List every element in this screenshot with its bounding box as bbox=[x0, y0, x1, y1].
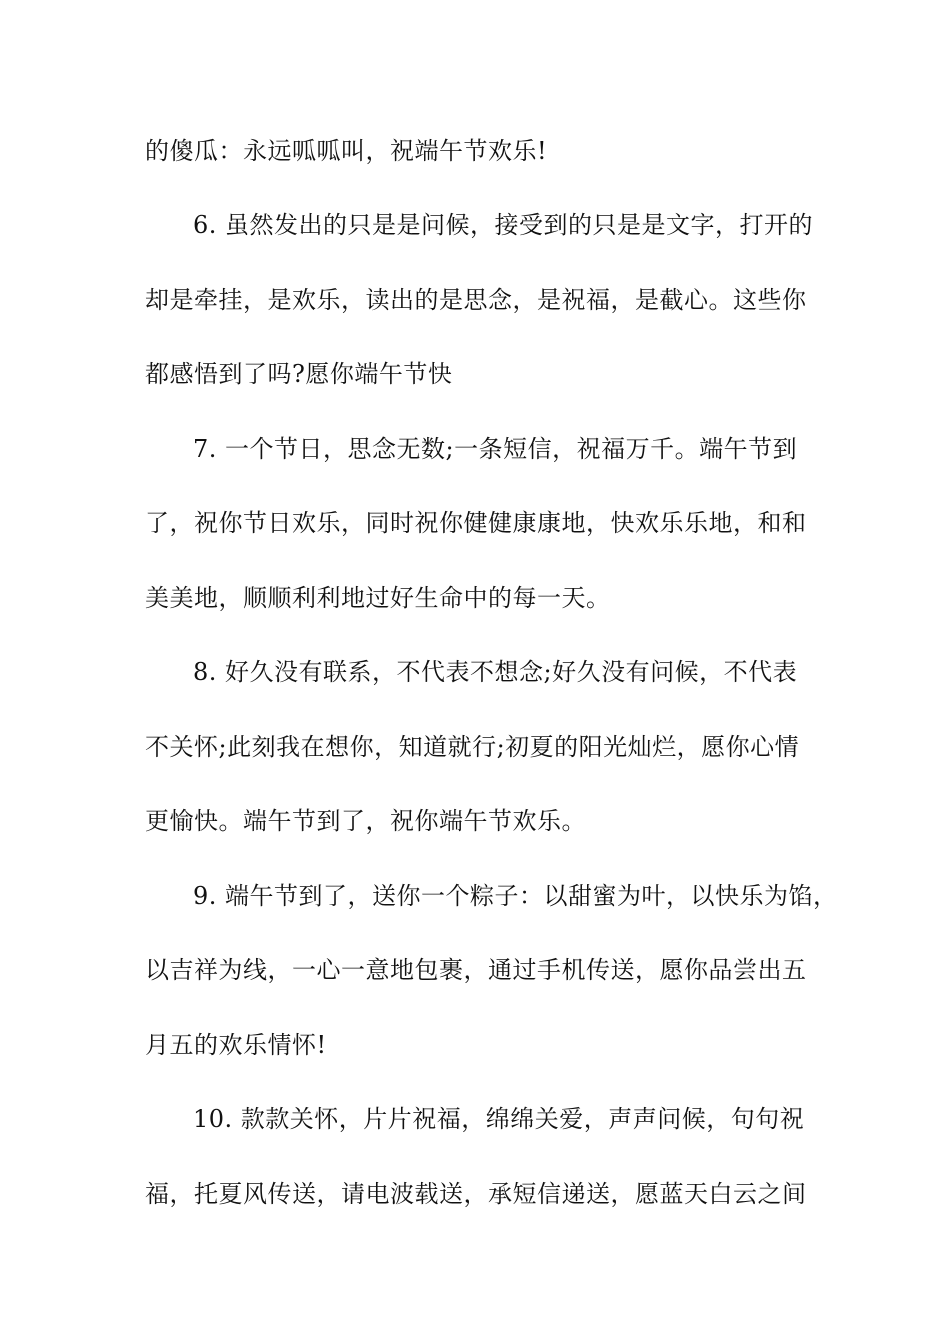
text-line: 8. 好久没有联系，不代表不想念;好久没有问候，不代表 bbox=[193, 658, 798, 686]
text-line: 6. 虽然发出的只是是问候，接受到的只是是文字，打开的 bbox=[193, 211, 814, 239]
text-line: 更愉快。端午节到了，祝你端午节欢乐。 bbox=[145, 807, 586, 835]
text-line: 美美地，顺顺利利地过好生命中的每一天。 bbox=[145, 584, 611, 612]
text-line: 9. 端午节到了，送你一个粽子：以甜蜜为叶，以快乐为馅， bbox=[193, 882, 838, 910]
text-line: 不关怀;此刻我在想你，知道就行;初夏的阳光灿烂，愿你心情 bbox=[145, 733, 800, 761]
text-line: 的傻瓜：永远呱呱叫，祝端午节欢乐! bbox=[145, 137, 548, 165]
text-line: 了，祝你节日欢乐，同时祝你健健康康地，快欢乐乐地，和和 bbox=[145, 509, 807, 537]
text-line: 以吉祥为线，一心一意地包裹，通过手机传送，愿你品尝出五 bbox=[145, 956, 807, 984]
text-line: 10. 款款关怀，片片祝福，绵绵关爱，声声问候，句句祝 bbox=[193, 1105, 805, 1133]
text-line: 都感悟到了吗?愿你端午节快 bbox=[145, 360, 453, 388]
text-line: 7. 一个节日，思念无数;一条短信，祝福万千。端午节到 bbox=[193, 435, 798, 463]
text-line: 福，托夏风传送，请电波载送，承短信递送，愿蓝天白云之间 bbox=[145, 1180, 807, 1208]
text-line: 却是牵挂，是欢乐，读出的是思念，是祝福，是截心。这些你 bbox=[145, 286, 807, 314]
text-line: 月五的欢乐情怀! bbox=[145, 1031, 327, 1059]
